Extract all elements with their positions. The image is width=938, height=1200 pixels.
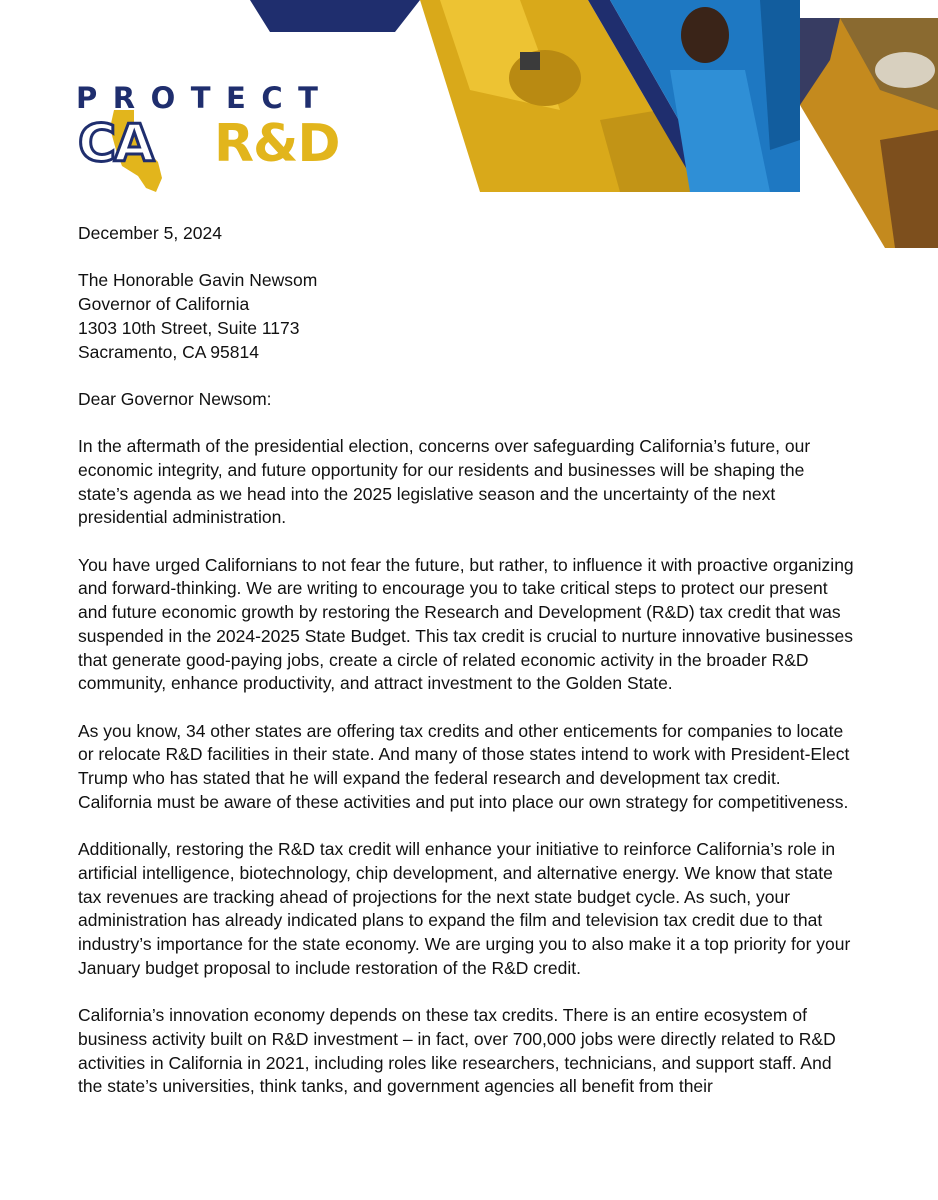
logo-word-rd: R&D: [214, 114, 340, 174]
address-line: 1303 10th Street, Suite 1173: [78, 317, 300, 338]
letter-paragraph: In the aftermath of the presidential election, concerns over safeguarding California’s future, our economic integrity, and future opportunity for our residents and businesses will be shaping the state’s agenda as we head into the 2025 legislative season and the uncertainty of the next presidential administration.: [78, 436, 811, 528]
letter-salutation: Dear Governor Newsom:: [78, 388, 272, 409]
logo-word-protect: PROTECT: [76, 81, 334, 115]
letter-date: December 5, 2024: [78, 223, 222, 243]
letter-paragraph: As you know, 34 other states are offering tax credits and other enticements for companies to locate or relocate R&D facilities in their state. And many of those states intend to work with President-Elect Trump who has stated that he will expand the federal research and development tax credit. California must be aware of these activities and put into place our own strategy for competitiveness.: [78, 720, 850, 812]
protect-ca-rd-logo: [76, 81, 396, 194]
banner-panel-farm-photo: [800, 18, 938, 248]
recipient-address: [78, 269, 858, 364]
logo-word-ca: CA: [78, 114, 153, 174]
letter-paragraph: You have urged Californians to not fear the future, but rather, to influence it with proactive organizing and forward-thinking. We are writing to encourage you to take critical steps to protect our present and future economic growth by restoring the Research and Development (R&D) tax credit that was suspended in the 2024-2025 State Budget. This tax credit is crucial to nurture innovative businesses that generate good-paying jobs, create a circle of related economic activity in the broader R&D community, enhance productivity, and attract investment to the Golden State.: [78, 554, 854, 694]
address-line: The Honorable Gavin Newsom: [78, 270, 318, 291]
address-line: Sacramento, CA 95814: [78, 341, 259, 362]
letter-body: [78, 222, 858, 1123]
letter-paragraph: California’s innovation economy depends on these tax credits. There is an entire ecosystem of business activity built on R&D investment – in fact, over 700,000 jobs were directly related to R&D activities in California in 2021, including roles like researchers, technicians, and support staff. And the state’s universities, think tanks, and government agencies all benefit from their: [78, 1005, 836, 1097]
letter-paragraph: Additionally, restoring the R&D tax credit will enhance your initiative to reinforce California’s role in artificial intelligence, biotechnology, chip development, and alternative energy. We know that state tax revenues are tracking ahead of projections for the next state budget cycle. As such, your administration has already indicated plans to expand the film and television tax credit due to that industry’s importance for the state economy. We are urging you to also make it a top priority for your January budget proposal to include restoration of the R&D credit.: [78, 839, 851, 978]
address-line: Governor of California: [78, 294, 250, 315]
banner-stripe-navy: [250, 0, 420, 32]
